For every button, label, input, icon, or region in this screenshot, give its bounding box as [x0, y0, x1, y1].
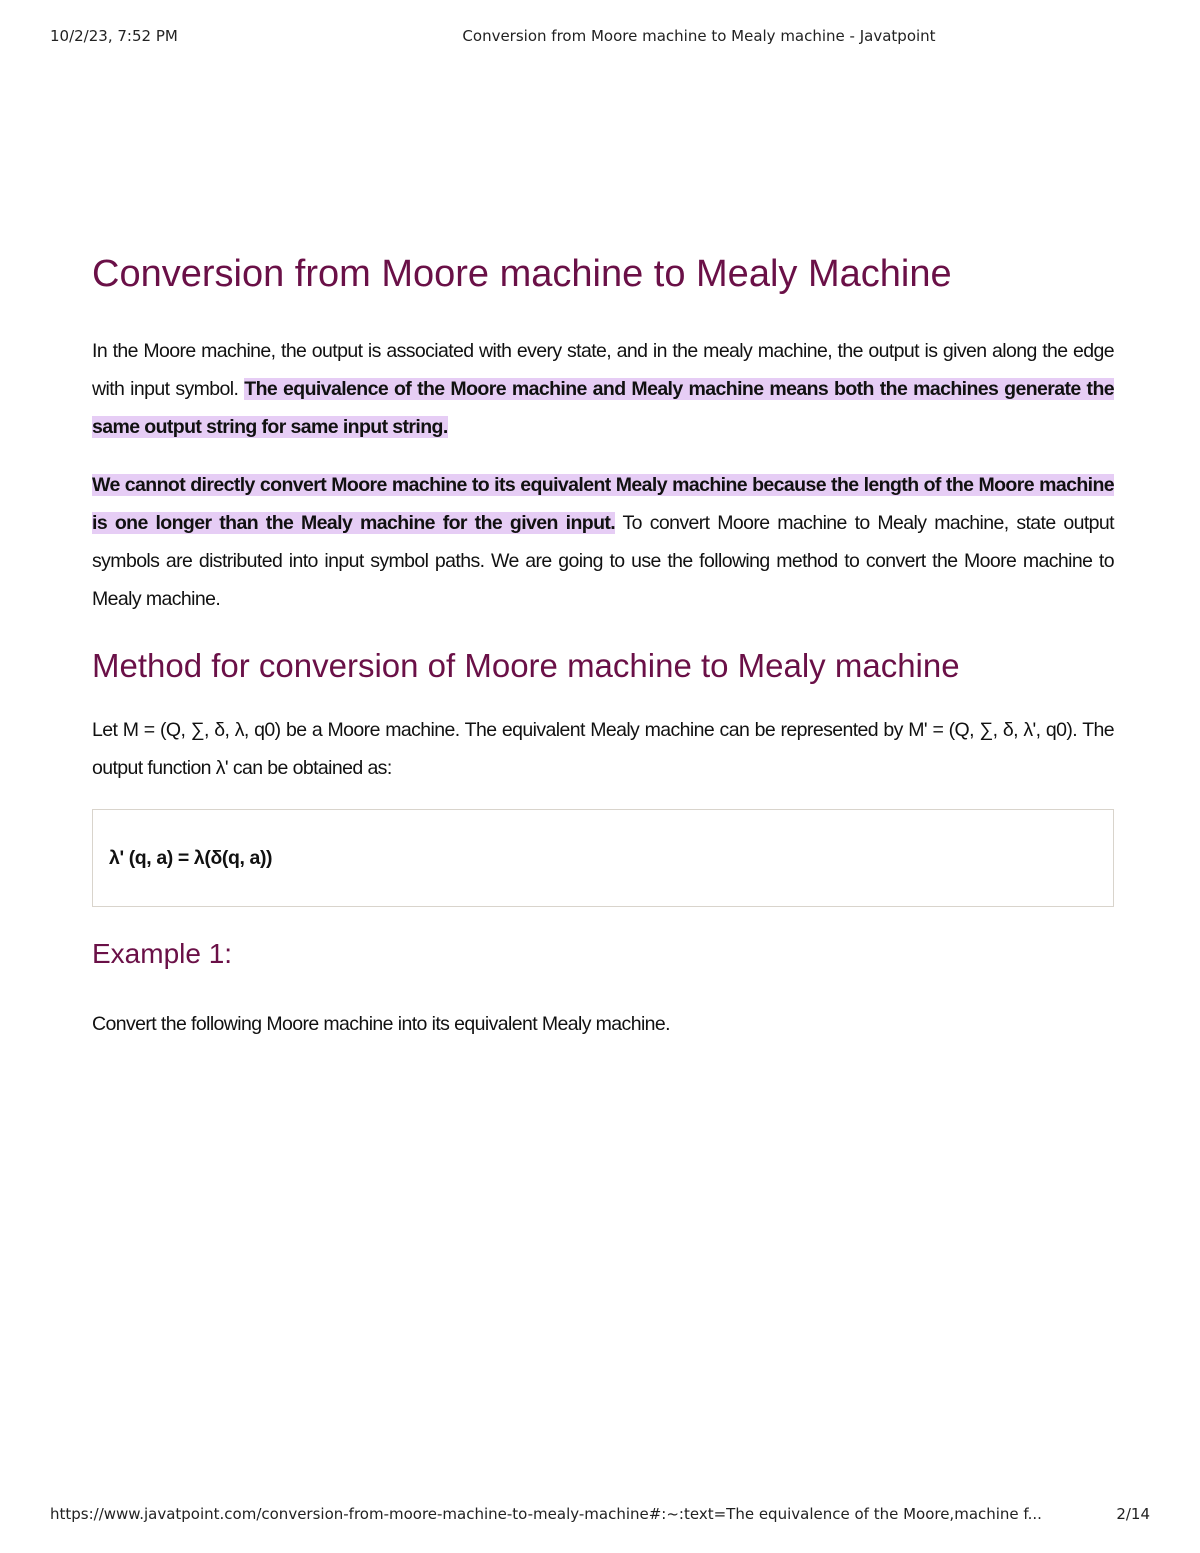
conversion-text: To convert Moore machine to Mealy machine, state output symbols are distributed into input symbol paths. We are going to use the following method to convert the Moore machine to Mealy machine.: [92, 511, 1114, 610]
print-footer: [0, 1505, 1200, 1527]
print-page-number: 2/14: [1116, 1505, 1150, 1523]
print-header: [0, 27, 1200, 49]
conversion-highlight: We cannot directly convert Moore machine to its equivalent Mealy machine because the length of the Moore machine is one longer than the Mealy machine for the given input.: [92, 473, 1114, 534]
intro-text: In the Moore machine, the output is associated with every state, and in the mealy machine, the output is given along the edge with input symbol.: [92, 339, 1114, 400]
print-url: https://www.javatpoint.com/conversion-from-moore-machine-to-mealy-machine#:~:text=The equivalence of the Moore,machine f...: [50, 1505, 1042, 1523]
formula-box: [92, 809, 1114, 907]
example-heading: Example 1:: [92, 938, 233, 970]
example-paragraph: Convert the following Moore machine into its equivalent Mealy machine.: [92, 1012, 670, 1035]
conversion-paragraph: [92, 466, 1114, 618]
intro-highlight: The equivalence of the Moore machine and Mealy machine means both the machines generate the same output string for same input string.: [92, 377, 1115, 438]
article-content: [92, 252, 1114, 1063]
article-title: Conversion from Moore machine to Mealy Machine: [92, 253, 952, 295]
intro-paragraph: [92, 332, 1114, 446]
method-paragraph: Let M = (Q, ∑, δ, λ, q0) be a Moore machine. The equivalent Mealy machine can be represented by M' = (Q, ∑, δ, λ', q0). The output function λ' can be obtained as:: [92, 719, 1114, 780]
output-function-formula: λ' (q, a) = λ(δ(q, a)): [109, 846, 273, 869]
print-page-title: Conversion from Moore machine to Mealy machine - Javatpoint: [462, 27, 936, 45]
method-heading: Method for conversion of Moore machine to Mealy machine: [92, 646, 960, 684]
print-datetime: 10/2/23, 7:52 PM: [50, 27, 178, 45]
